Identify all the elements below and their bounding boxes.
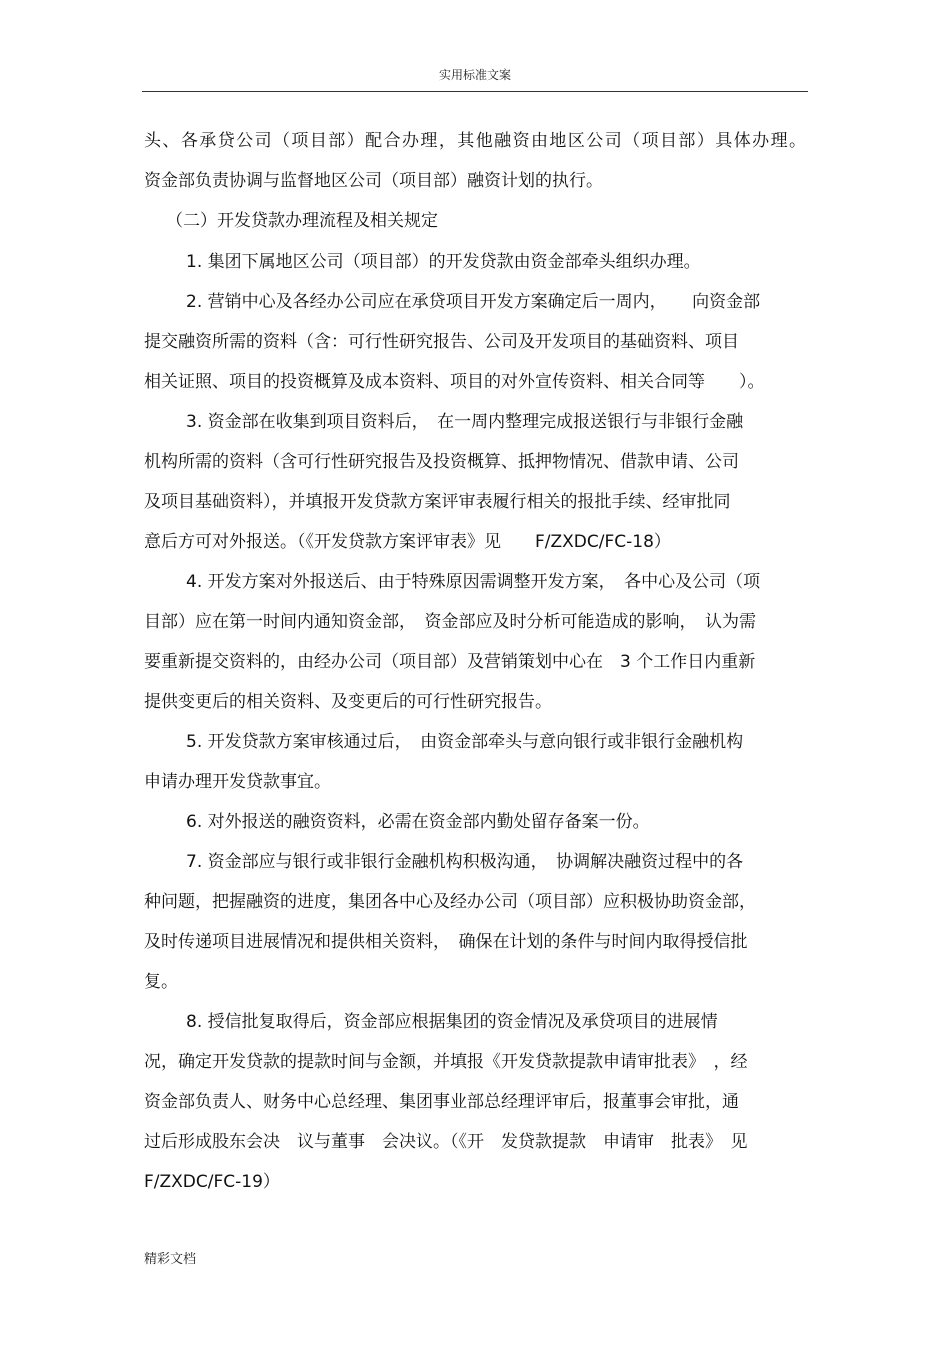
page-header: 实用标准文案 (438, 68, 511, 82)
body-line: 7. 资金部应与银行或非银行金融机构积极沟通， 协调解决融资过程中的各 (186, 852, 744, 872)
body-line: 相关证照、项目的投资概算及成本资料、项目的对外宣传资料、相关合同等 ）。 (144, 372, 765, 392)
body-line: 头、各承贷公司（项目部）配合办理，其他融资由地区公司（项目部）具体办理。 (144, 131, 806, 151)
body-line: 4. 开发方案对外报送后、由于特殊原因需调整开发方案， 各中心及公司（项 (186, 572, 761, 592)
body-line: 5. 开发贷款方案审核通过后， 由资金部牵头与意向银行或非银行金融机构 (186, 732, 744, 752)
body-line: 复。 (144, 972, 178, 992)
body-line: 及项目基础资料），并填报开发贷款方案评审表履行相关的报批手续、经审批同 (144, 492, 731, 512)
body-line: 申请办理开发贷款事宜。 (144, 772, 331, 792)
body-line: 要重新提交资料的，由经办公司（项目部）及营销策划中心在 3 个工作日内重新 (144, 652, 756, 672)
body-line: 8. 授信批复取得后，资金部应根据集团的资金情况及承贷项目的进展情 (186, 1012, 718, 1032)
body-line: 机构所需的资料（含可行性研究报告及投资概算、抵押物情况、借款申请、公司 (144, 452, 739, 472)
section-heading: （二）开发贷款办理流程及相关规定 (166, 211, 438, 231)
body-line: 提交融资所需的资料（含：可行性研究报告、公司及开发项目的基础资料、项目 (144, 332, 739, 352)
body-line: 及时传递项目进展情况和提供相关资料， 确保在计划的条件与时间内取得授信批 (144, 932, 748, 952)
body-line: 6. 对外报送的融资资料，必需在资金部内勤处留存备案一份。 (186, 812, 650, 832)
body-line: 资金部负责协调与监督地区公司（项目部）融资计划的执行。 (144, 171, 603, 191)
body-line: 2. 营销中心及各经办公司应在承贷项目开发方案确定后一周内， 向资金部 (186, 292, 761, 312)
body-line: 提供变更后的相关资料、及变更后的可行性研究报告。 (144, 692, 552, 712)
body-line: 资金部负责人、财务中心总经理、集团事业部总经理评审后，报董事会审批，通 (144, 1092, 739, 1112)
body-line: F/ZXDC/FC-19） (144, 1172, 280, 1192)
body-line: 3. 资金部在收集到项目资料后， 在一周内整理完成报送银行与非银行金融 (186, 412, 744, 432)
body-line: 1. 集团下属地区公司（项目部）的开发贷款由资金部牵头组织办理。 (186, 252, 701, 272)
header-divider (142, 91, 808, 92)
body-line: 过后形成股东会决 议与董事 会决议。（《开 发贷款提款 申请审 批表》 见 (144, 1132, 748, 1152)
page-footer: 精彩文档 (144, 1252, 197, 1267)
body-line: 况，确定开发贷款的提款时间与金额，并填报《开发贷款提款申请审批表》 ，经 (144, 1052, 748, 1072)
body-line: 种问题，把握融资的进度，集团各中心及经办公司（项目部）应积极协助资金部， (144, 892, 756, 912)
body-line: 意后方可对外报送。（《开发贷款方案评审表》见 F/ZXDC/FC-18） (144, 532, 671, 552)
body-line: 目部）应在第一时间内通知资金部， 资金部应及时分析可能造成的影响， 认为需 (144, 612, 756, 632)
